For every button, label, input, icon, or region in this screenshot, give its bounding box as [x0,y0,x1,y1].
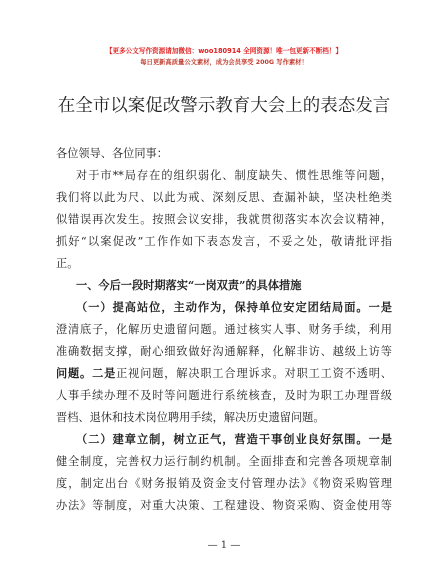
sub2-line-1: 健全制度，完善权力运行制约机制。全面排查和完善各项规章制 [56,455,392,468]
intro-line-1: 对于市**局存在的组织弱化、制度缺失、惯性思维等问题， [76,169,392,182]
intro-line-4: 抓好“以案促改”工作作如下表态发言，不妥之处，敬请批评指 [56,235,392,248]
sub2-line-3: 办法》等制度，对重大决策、工程建设、物资采购、资金使用等 [56,499,392,512]
intro-line-2: 我们将以此为尺、以此为戒、深刻反思、查漏补缺，坚决杜绝类 [56,191,392,204]
page-number: — 1 — [207,540,241,551]
section-heading: 一、今后一段时期落实“一岗双责”的具体措施 [76,278,302,292]
sub1-line-3 [56,365,392,381]
sub1-line-3-bold: 问题。二是 [56,366,117,380]
intro-line-5: 正。 [56,257,79,270]
document-title: 在全市以案促改警示教育大会上的表态发言 [57,96,391,116]
promo-banner-line1: 【更多公文写作资源请加微信：woo180914 全网资源！唯一包更新不断档！】 [105,47,343,55]
sub2-heading: （二）建章立制，树立正气，营造干事创业良好氛围。一是 [76,432,392,446]
sub1-heading: （一）提高站位，主动作为，保持单位安定团结局面。一是 [76,300,392,314]
intro-line-3: 似错误再次发生。按照会议安排，我就贯彻落实本次会议精神， [56,213,392,226]
sub1-line-3-rest: 正视问题，解决职工合理诉求。对职工工资不透明、 [116,367,392,380]
sub1-line-4: 人事手续办理不及时等问题进行系统核查，及时为职工办理晋级 [56,389,392,402]
sub1-line-5: 晋档、退休和技术岗位聘用手续，解决历史遗留问题。 [56,411,325,424]
salutation: 各位领导、各位同事： [56,147,168,160]
promo-banner-line2: 每日更新高质量公文素材，成为会员享受 200G 写作素材！ [140,59,308,66]
sub1-line-1: 澄清底子，化解历史遗留问题。通过核实人事、财务手续，利用 [56,323,392,336]
sub2-line-2: 度，制定出台《财务报销及资金支付管理办法》《物资采购管理 [56,477,392,490]
sub1-line-2: 准确数据支撑，耐心细致做好沟通解释，化解非访、越级上访等 [56,345,392,358]
